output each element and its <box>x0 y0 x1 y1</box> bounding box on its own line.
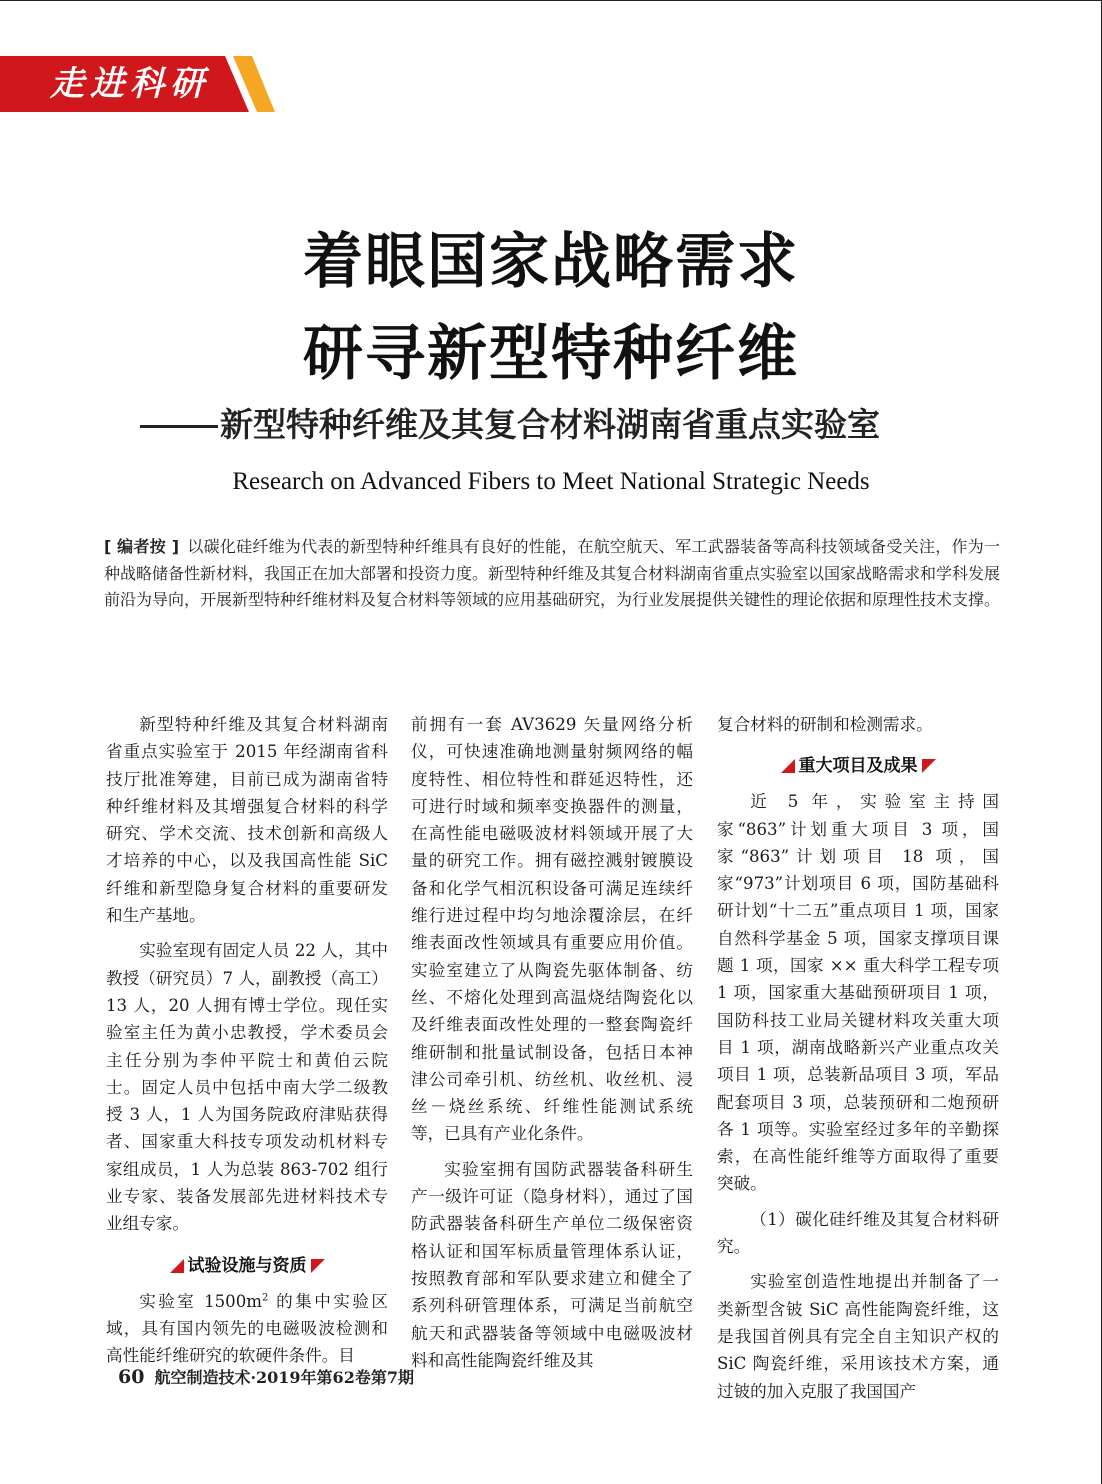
subtitle-dash <box>140 425 218 428</box>
page-footer <box>118 1366 414 1389</box>
editor-note <box>104 534 1000 614</box>
section-heading-text: 试验设施与资质 <box>187 1255 307 1276</box>
triangle-icon <box>170 1259 184 1273</box>
paragraph-part: 的集中实验区域，具有国内领先的电磁吸波检测和高性能纤维研究的软硬件条件。目 <box>106 1291 388 1366</box>
title-line-2: 研寻新型特种纤维 <box>303 319 799 389</box>
column-2 <box>411 711 693 1374</box>
triangle-icon <box>311 1259 325 1273</box>
section-tag <box>0 56 275 112</box>
superscript: 2 <box>262 1292 269 1304</box>
title-line-1: 着眼国家战略需求 <box>303 227 799 297</box>
column-3 <box>717 711 999 1405</box>
page-number: 60 <box>118 1366 145 1388</box>
paragraph-part: 实验室 1500m <box>139 1291 263 1311</box>
paragraph: 近 5 年，实验室主持国家“863”计划重大项目 3 项，国家“863”计划项目 18 项，国家“973”计划项目 6 项，国防基础科研计划“十二五”重点项目 1 项，国家自然科学基金 5 项，国家支撑项目课题 1 项，国家 ×× 重大科学工程专项 1 项，国家重大基础预研项目 1 项，国防科技工业局关键材料攻关重大项目 1 项，湖南战略新兴产业重点攻关项目 1 项，总装新品项目 3 项，军品配套项目 3 项，总装预研和二炮预研各 1 项等。实验室经过多年的辛勤探索，在高性能纤维等方面取得了重要突破。 <box>717 792 999 1194</box>
section-heading-text: 重大项目及成果 <box>798 756 918 777</box>
triangle-icon <box>781 759 795 773</box>
english-title: Research on Advanced Fibers to Meet National Strategic Needs <box>232 468 870 495</box>
paragraph: 实验室拥有国防武器装备科研生产一级许可证（隐身材料），通过了国防武器装备科研生产单位二级保密资格认证和国军标质量管理体系认证，按照教育部和军队要求建立和健全了系列科研管理体系，可满足当前航空航天和武器装备等领域中电磁吸波材料和高性能陶瓷纤维及其 <box>411 1159 693 1370</box>
paragraph: （1）碳化硅纤维及其复合材料研究。 <box>717 1209 999 1257</box>
section-heading <box>717 752 999 780</box>
paragraph: 新型特种纤维及其复合材料湖南省重点实验室于 2015 年经湖南省科技厅批准筹建，目前已成为湖南省特种纤维材料及其增强复合材料的科学研究、学术交流、技术创新和高级人才培养的中心，以及我国高性能 SiC 纤维和新型隐身复合材料的重要研发和生产基地。 <box>106 715 388 926</box>
page-border-top <box>0 0 1102 1</box>
column-1 <box>106 711 388 1370</box>
editor-note-label: [ 编者按 ] <box>104 537 180 556</box>
paragraph: 前拥有一套 AV3629 矢量网络分析仪，可快速准确地测量射频网络的幅度特性、相位特性和群延迟特性，还可进行时域和频率变换器件的测量，在高性能电磁吸波材料领域开展了大量的研究工作。拥有磁控溅射镀膜设备和化学气相沉积设备可满足连续纤维行进过程中均匀地涂覆涂层，在纤维表面改性领域具有重要应用价值。实验室建立了从陶瓷先驱体制备、纺丝、不熔化处理到高温烧结陶瓷化以及纤维表面改性处理的一整套陶瓷纤维研制和批量试制设备，包括日本神津公司牵引机、纺丝机、收丝机、浸丝－烧丝系统、纤维性能测试系统等，已具有产业化条件。 <box>411 715 693 1144</box>
paragraph: 实验室现有固定人员 22 人，其中教授（研究员）7 人，副教授（高工）13 人，20 人拥有博士学位。现任实验室主任为黄小忠教授，学术委员会主任分别为李仲平院士和黄伯云院士。固定人员中包括中南大学二级教授 3 人，1 人为国务院政府津贴获得者、国家重大科技专项发动机材料专家组成员，1 人为总装 863-702 组行业专家、装备发展部先进材料技术专业组专家。 <box>106 941 388 1234</box>
subtitle-text: 新型特种纤维及其复合材料湖南省重点实验室 <box>220 405 880 444</box>
journal-name: 航空制造技术·2019年第62卷第7期 <box>154 1368 414 1387</box>
paragraph <box>106 1288 388 1370</box>
paragraph: 复合材料的研制和检测需求。 <box>717 715 933 734</box>
section-tag-label: 走进科研 <box>50 64 210 104</box>
section-heading <box>106 1252 388 1280</box>
subtitle <box>140 404 1040 446</box>
paragraph: 实验室创造性地提出并制备了一类新型含铍 SiC 高性能陶瓷纤维，这是我国首例具有完全自主知识产权的 SiC 陶瓷纤维，采用该技术方案，通过铍的加入克服了我国国产 <box>717 1272 999 1401</box>
triangle-icon <box>922 759 936 773</box>
editor-note-text: 以碳化硅纤维为代表的新型特种纤维具有良好的性能，在航空航天、军工武器装备等高科技领域备受关注，作为一种战略储备性新材料，我国正在加大部署和投资力度。新型特种纤维及其复合材料湖南省重点实验室以国家战略需求和学科发展前沿为导向，开展新型特种纤维材料及复合材料等领域的应用基础研究，为行业发展提供关键性的理论依据和原理性技术支撑。 <box>104 537 1001 609</box>
